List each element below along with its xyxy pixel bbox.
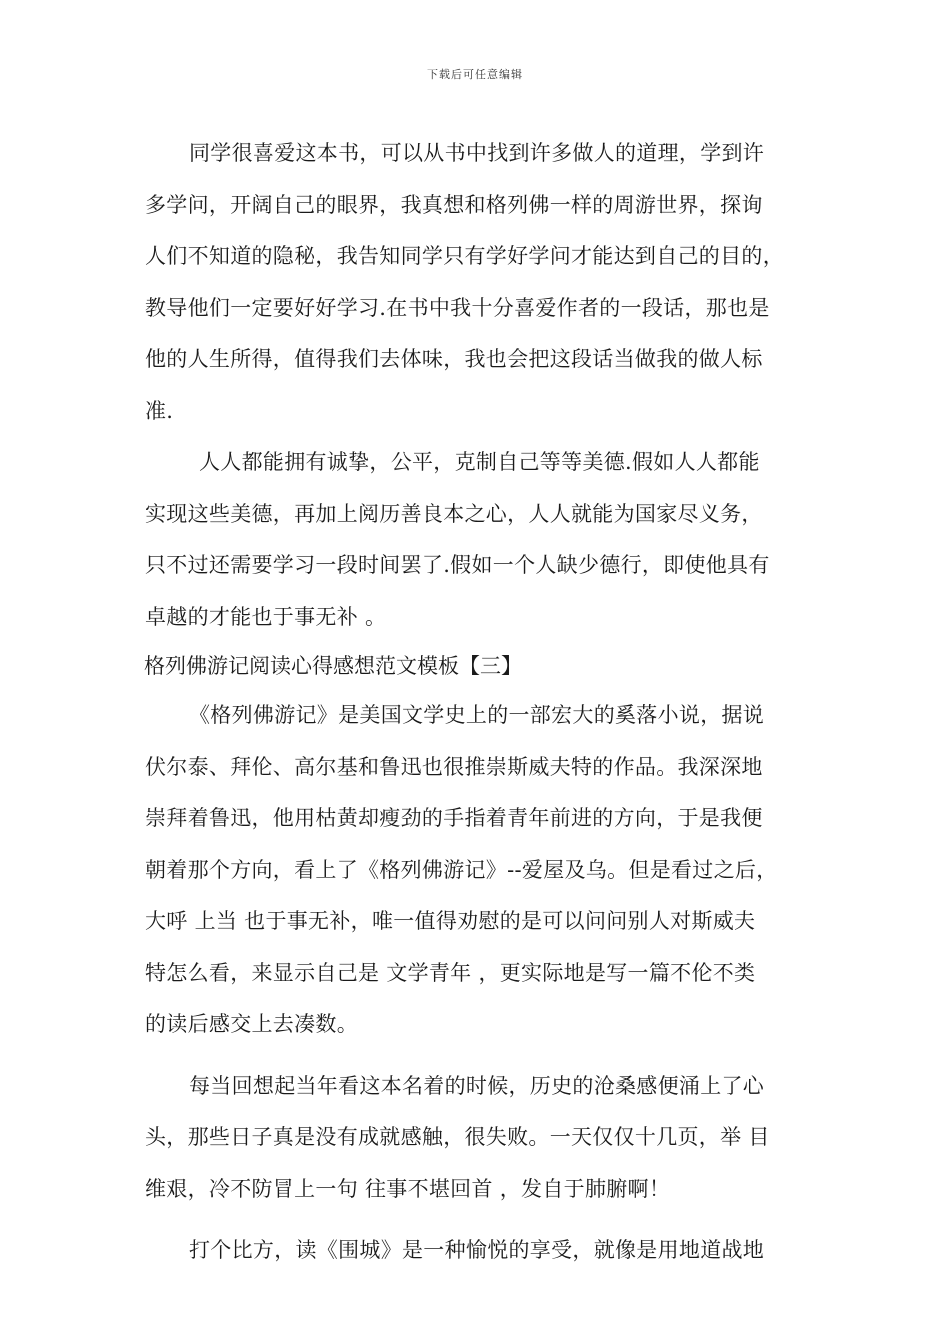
text-line: 每当回想起当年看这本名着的时候，历史的沧桑感便涌上了心 xyxy=(189,1073,765,1098)
text-line: 同学很喜爱这本书，可以从书中找到许多做人的道理，学到许 xyxy=(189,141,765,165)
paragraph-gap xyxy=(145,1051,810,1061)
text-line: 实现这些美德，再加上阅历善良本之心，人人就能为国家尽义务， xyxy=(145,501,763,526)
text-line: 只不过还需要学习一段时间罢了.假如一个人缺少德行，即使他具有 xyxy=(145,553,770,577)
paragraph-4 xyxy=(145,1061,810,1216)
page-header-note: 下载后可任意编辑 xyxy=(427,68,523,81)
text-line: 的读后感交上去凑数。 xyxy=(145,1012,358,1036)
text-line: 维艰，冷不防冒上一句 往事不堪回首 ，发自于肺腑啊！ xyxy=(145,1176,671,1201)
text-line: 他的人生所得，值得我们去体味，我也会把这段话当做我的做人标 xyxy=(145,347,763,371)
paragraph-5 xyxy=(145,1225,810,1277)
text-line: 崇拜着鲁迅，他用枯黄却瘦劲的手指着青年前进的方向，于是我便 xyxy=(145,806,763,830)
text-line: 人人都能拥有诚挚，公平，克制自己等等美德.假如人人都能 xyxy=(199,450,760,474)
document-body xyxy=(145,128,810,1277)
text-line: 朝着那个方向，看上了《格列佛游记》--爱屋及乌。但是看过之后， xyxy=(145,857,778,882)
text-line: 大呼 上当 也于事无补，唯一值得劝慰的是可以问问别人对斯威夫 xyxy=(145,909,756,933)
paragraph-2 xyxy=(145,437,810,643)
text-line: 准. xyxy=(145,398,174,423)
text-line: 打个比方，读《围城》是一种愉悦的享受，就像是用地道战地 xyxy=(189,1238,765,1262)
text-line: 多学问，开阔自己的眼界，我真想和格列佛一样的周游世界，探询 xyxy=(145,192,763,217)
text-line: 人们不知道的隐秘，我告知同学只有学好学问才能达到自己的目的， xyxy=(145,244,784,268)
text-line: 《格列佛游记》是美国文学史上的一部宏大的奚落小说，据说 xyxy=(189,703,765,727)
text-line: 卓越的才能也于事无补 。 xyxy=(145,604,387,629)
paragraph-1 xyxy=(145,128,810,437)
paragraph-gap xyxy=(145,1215,810,1225)
text-line: 特怎么看，来显示自己是 文学青年 ，更实际地是写一篇不伦不类 xyxy=(145,960,756,985)
text-line: 头，那些日子真是没有成就感触，很失败。一天仅仅十几页，举 目 xyxy=(145,1125,770,1149)
text-line: 教导他们一定要好好学习.在书中我十分喜爱作者的一段话，那也是 xyxy=(145,295,770,320)
paragraph-3 xyxy=(145,690,810,1051)
text-line: 伏尔泰、拜伦、高尔基和鲁迅也很推崇斯威夫特的作品。我深深地 xyxy=(145,754,763,779)
section-heading: 格列佛游记阅读心得感想范文模板【三】 xyxy=(144,654,522,678)
